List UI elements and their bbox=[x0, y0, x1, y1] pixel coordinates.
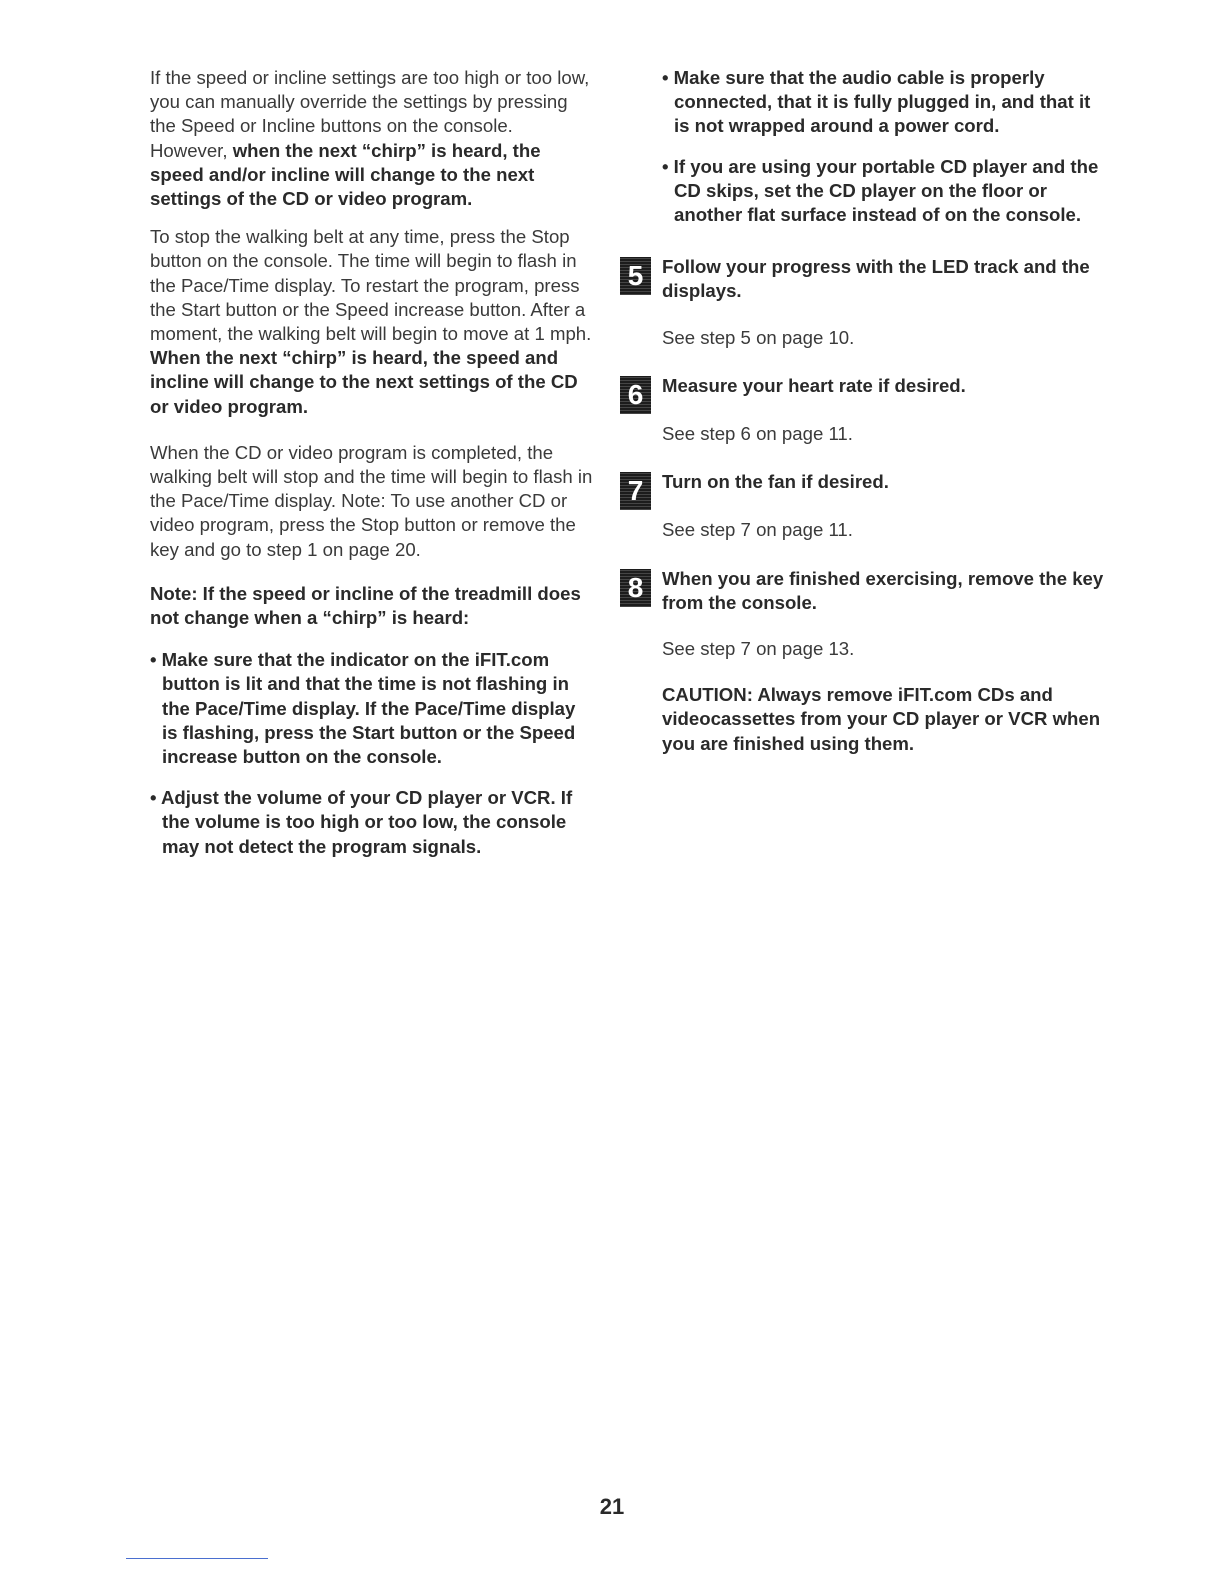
step-reference: See step 7 on page 11. bbox=[662, 519, 853, 541]
footer-rule bbox=[126, 1558, 268, 1559]
step-number-badge: 6 bbox=[620, 376, 651, 414]
step-7 bbox=[620, 470, 1110, 507]
caution-note: CAUTION: Always remove iFIT.com CDs and videocassettes from your CD player or VCR when you are finished using them. bbox=[662, 684, 1101, 754]
step-8 bbox=[620, 567, 1110, 615]
right-column bbox=[620, 66, 1110, 756]
override-paragraph: If the speed or incline settings are too high or too low, you can manually override the settings by pressing the Speed or Incline buttons on the console. However, when the next “chirp” is heard, the speed and/or incline will change to the next settings of the CD or video program. bbox=[150, 67, 590, 210]
step-6 bbox=[620, 374, 1110, 410]
program-completed-paragraph: When the CD or video program is completed, the walking belt will stop and the time will begin to flash in the Pace/Time display. Note: To use another CD or video program, press the Stop button or remove the key and go to step 1 on page 20. bbox=[150, 441, 593, 560]
step-title: Turn on the fan if desired. bbox=[662, 471, 889, 493]
step-number-badge: 8 bbox=[620, 569, 651, 607]
bullet-cd-skips: • If you are using your portable CD player and the CD skips, set the CD player on the floor or another flat surface instead of on the console. bbox=[662, 155, 1099, 226]
step-number-badge: 7 bbox=[620, 472, 651, 510]
step-title: Follow your progress with the LED track and the displays. bbox=[662, 256, 1090, 302]
step-title: Measure your heart rate if desired. bbox=[662, 374, 966, 396]
step-reference: See step 7 on page 13. bbox=[662, 638, 855, 660]
bullet-adjust-volume: • Adjust the volume of your CD player or VCR. If the volume is too high or too low, the console may not detect the program signals. bbox=[150, 787, 573, 857]
step-reference: See step 6 on page 11. bbox=[662, 423, 853, 445]
bullet-audio-cable: • Make sure that the audio cable is properly connected, that it is fully plugged in, and that it is not wrapped around a power cord. bbox=[662, 67, 1091, 137]
bullet-indicator-lit: • Make sure that the indicator on the iFIT.com button is lit and that the time is not flashing in the Pace/Time display. If the Pace/Time display is flashing, press the Start button or the Speed increase button on the console. bbox=[150, 649, 576, 768]
step-number-badge: 5 bbox=[620, 257, 651, 295]
step-5 bbox=[620, 255, 1110, 303]
step-title: When you are finished exercising, remove the key from the console. bbox=[662, 567, 1104, 613]
page-number: 21 bbox=[599, 1494, 625, 1519]
note-heading: Note: If the speed or incline of the treadmill does not change when a “chirp” is heard: bbox=[150, 582, 581, 629]
stop-belt-paragraph: To stop the walking belt at any time, press the Stop button on the console. The time will begin to flash in the Pace/Time display. To restart the program, press the Start button or the Speed increase button. After a moment, the walking belt will begin to move at 1 mph. When the next “chirp” is heard, the speed and incline will change to the next settings of the CD or video program. bbox=[150, 226, 592, 417]
left-column bbox=[150, 66, 595, 859]
step-reference: See step 5 on page 10. bbox=[662, 326, 855, 348]
